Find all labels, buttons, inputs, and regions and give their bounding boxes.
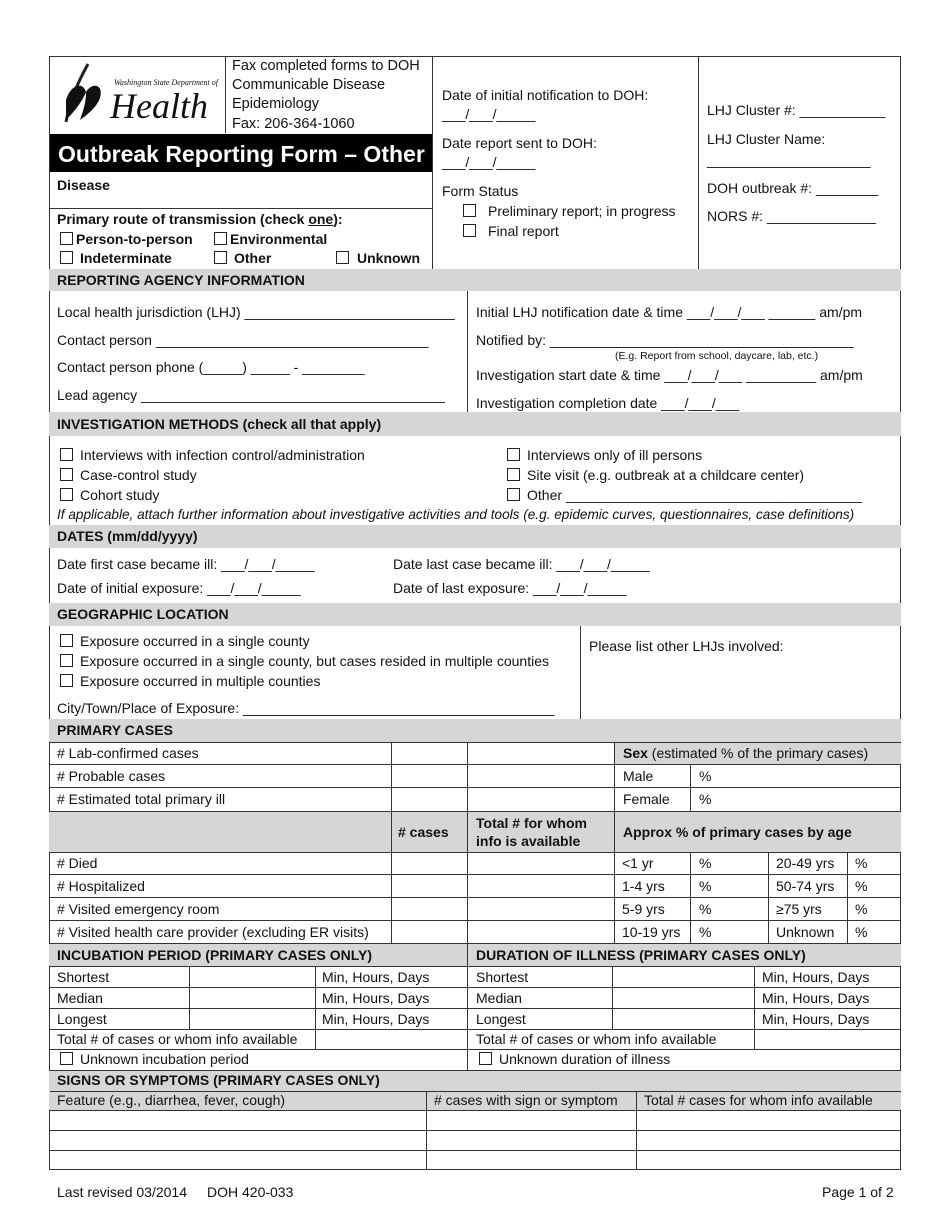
age-1-4-pct[interactable]: % [699, 878, 712, 894]
age-10-19-label: 10-19 yrs [622, 924, 681, 940]
age-under1-pct[interactable]: % [699, 855, 712, 871]
method-case-control-label: Case-control study [80, 467, 197, 483]
duration-total-label: Total # of cases or whom info available [476, 1031, 717, 1047]
incubation-total-label: Total # of cases or whom info available [57, 1031, 298, 1047]
route-label: Primary route of transmission (check one): [57, 211, 343, 227]
footer-form-number: DOH 420-033 [207, 1184, 294, 1200]
lhj-field[interactable]: Local health jurisdiction (LHJ) ___________________________ [57, 304, 455, 320]
age-50-74-label: 50-74 yrs [776, 878, 835, 894]
investigation-note: If applicable, attach further information about investigative activities and tools (e.g. epidemic curves, questionnaires, case definitions) [57, 507, 855, 522]
preliminary-checkbox[interactable] [463, 204, 476, 217]
cases-column-header: # cases [398, 824, 449, 840]
investigation-completion-field[interactable]: Investigation completion date ___/___/___ [476, 395, 740, 411]
duration-median-label: Median [476, 990, 522, 1006]
geo-single-county-label: Exposure occurred in a single county [80, 633, 310, 649]
age-10-19-pct[interactable]: % [699, 924, 712, 940]
preliminary-label: Preliminary report; in progress [488, 203, 676, 219]
signs-cases-header: # cases with sign or symptom [434, 1092, 618, 1108]
incubation-median-label: Median [57, 990, 103, 1006]
incubation-shortest-units: Min, Hours, Days [322, 969, 430, 985]
logo-health-text: Health [110, 86, 208, 126]
provider-visit-label: # Visited health care provider (excluding ER visits) [57, 924, 369, 940]
primary-cases-header [49, 719, 901, 742]
age-1-4-label: 1-4 yrs [622, 878, 665, 894]
unknown-incubation-checkbox[interactable] [60, 1052, 73, 1065]
initial-exposure-field[interactable]: Date of initial exposure: ___/___/_____ [57, 580, 301, 596]
male-pct[interactable]: % [699, 768, 712, 784]
contact-person-field[interactable]: Contact person ___________________________________ [57, 332, 429, 348]
age-under1-label: <1 yr [622, 855, 654, 871]
initial-notification-label: Date of initial notification to DOH: [442, 87, 649, 103]
logo-mark-icon [60, 62, 116, 126]
lhj-cluster-name-blank[interactable]: _____________________ [707, 152, 871, 168]
method-other-checkbox[interactable] [507, 488, 520, 501]
initial-notification-blank[interactable]: ___/___/_____ [442, 106, 536, 122]
nors-number[interactable]: NORS #: ______________ [707, 208, 876, 224]
age-20-49-label: 20-49 yrs [776, 855, 835, 871]
incubation-longest-label: Longest [57, 1011, 107, 1027]
lhj-cluster-name-label: LHJ Cluster Name: [707, 131, 826, 147]
logo-agency-text: Washington State Department of [114, 78, 218, 87]
estimated-total-label: # Estimated total primary ill [57, 791, 226, 807]
age-5-9-pct[interactable]: % [699, 901, 712, 917]
lab-confirmed-label: # Lab-confirmed cases [57, 745, 199, 761]
disease-label: Disease [57, 177, 110, 193]
first-ill-field[interactable]: Date first case became ill: ___/___/_____ [57, 556, 315, 572]
fax-line-1: Fax completed forms to DOH [232, 58, 420, 74]
geo-single-multiple-label: Exposure occurred in a single county, but cases resided in multiple counties [80, 653, 549, 669]
reporting-agency-heading: REPORTING AGENCY INFORMATION [57, 272, 305, 288]
incubation-shortest-label: Shortest [57, 969, 110, 985]
fax-line-2: Communicable Disease [232, 77, 386, 93]
lead-agency-field[interactable]: Lead agency _______________________________________ [57, 387, 445, 403]
duration-longest-units: Min, Hours, Days [762, 1011, 870, 1027]
method-interviews-ill-label: Interviews only of ill persons [527, 447, 703, 463]
footer-page: Page 1 of 2 [822, 1184, 894, 1200]
route-other-label: Other [234, 250, 272, 266]
report-sent-blank[interactable]: ___/___/_____ [442, 154, 536, 170]
duration-shortest-units: Min, Hours, Days [762, 969, 870, 985]
died-label: # Died [57, 855, 98, 871]
route-unknown-label: Unknown [357, 250, 420, 266]
fax-number: Fax: 206-364-1060 [232, 116, 355, 132]
er-visit-label: # Visited emergency room [57, 901, 220, 917]
notified-by-hint: (E.g. Report from school, daycare, lab, etc.) [615, 350, 819, 362]
hospitalized-label: # Hospitalized [57, 878, 145, 894]
method-interviews-infection-checkbox[interactable] [60, 448, 73, 461]
duration-longest-label: Longest [476, 1011, 526, 1027]
notified-by-field[interactable]: Notified by: _______________________________________ [476, 332, 854, 348]
incubation-heading: INCUBATION PERIOD (PRIMARY CASES ONLY) [57, 947, 373, 963]
last-ill-field[interactable]: Date last case became ill: ___/___/_____ [393, 556, 650, 572]
age-5-9-label: 5-9 yrs [622, 901, 665, 917]
incubation-longest-units: Min, Hours, Days [322, 1011, 430, 1027]
dates-heading: DATES (mm/dd/yyyy) [57, 528, 198, 544]
unknown-duration-checkbox[interactable] [479, 1052, 492, 1065]
age-unknown-label: Unknown [776, 924, 835, 940]
primary-cases-heading: PRIMARY CASES [57, 722, 173, 738]
route-environmental-label: Environmental [230, 231, 328, 247]
route-indeterminate-checkbox[interactable] [60, 251, 73, 264]
route-person-label: Person-to-person [76, 231, 193, 247]
unknown-incubation-label: Unknown incubation period [80, 1051, 249, 1067]
geo-single-county-checkbox[interactable] [60, 634, 73, 647]
age-unknown-pct[interactable]: % [855, 924, 868, 940]
footer-revised: Last revised 03/2014 [57, 1184, 187, 1200]
female-pct[interactable]: % [699, 791, 712, 807]
age-column-header: Approx % of primary cases by age [623, 824, 852, 840]
route-person-checkbox[interactable] [60, 232, 73, 245]
age-20-49-pct[interactable]: % [855, 855, 868, 871]
last-exposure-field[interactable]: Date of last exposure: ___/___/_____ [393, 580, 627, 596]
final-report-checkbox[interactable] [463, 224, 476, 237]
male-label: Male [623, 768, 654, 784]
route-indeterminate-label: Indeterminate [80, 250, 172, 266]
fax-line-3: Epidemiology [232, 96, 320, 112]
route-unknown-checkbox[interactable] [336, 251, 349, 264]
initial-lhj-notification-field[interactable]: Initial LHJ notification date & time ___/___/___ ______ am/pm [476, 304, 863, 320]
age-75plus-pct[interactable]: % [855, 901, 868, 917]
signs-feature-header: Feature (e.g., diarrhea, fever, cough) [57, 1092, 286, 1108]
method-cohort-label: Cohort study [80, 487, 160, 503]
total-column-header-2: info is available [476, 833, 581, 849]
incubation-median-units: Min, Hours, Days [322, 990, 430, 1006]
method-site-visit-label: Site visit (e.g. outbreak at a childcare center) [527, 467, 805, 483]
investigation-start-field[interactable]: Investigation start date & time ___/___/___ _________ am/pm [476, 367, 863, 383]
unknown-duration-label: Unknown duration of illness [499, 1051, 671, 1067]
method-interviews-ill-checkbox[interactable] [507, 448, 520, 461]
method-other-label[interactable]: Other ______________________________________ [527, 487, 862, 503]
other-lhjs-label: Please list other LHJs involved: [589, 638, 784, 654]
final-report-label: Final report [488, 223, 559, 239]
signs-heading: SIGNS OR SYMPTOMS (PRIMARY CASES ONLY) [57, 1072, 380, 1088]
signs-total-header: Total # cases for whom info available [644, 1092, 873, 1108]
geo-multiple-checkbox[interactable] [60, 674, 73, 687]
method-cohort-checkbox[interactable] [60, 488, 73, 501]
geo-single-multiple-checkbox[interactable] [60, 654, 73, 667]
sex-header: Sex (estimated % of the primary cases) [623, 745, 869, 761]
age-75plus-label: ≥75 yrs [776, 901, 822, 917]
duration-shortest-label: Shortest [476, 969, 529, 985]
doh-outbreak-number[interactable]: DOH outbreak #: ________ [707, 180, 879, 196]
lhj-cluster-number[interactable]: LHJ Cluster #: ___________ [707, 102, 886, 118]
probable-label: # Probable cases [57, 768, 166, 784]
method-interviews-infection-label: Interviews with infection control/administration [80, 447, 365, 463]
method-case-control-checkbox[interactable] [60, 468, 73, 481]
geo-multiple-label: Exposure occurred in multiple counties [80, 673, 321, 689]
doh-logo [60, 62, 220, 128]
report-sent-label: Date report sent to DOH: [442, 135, 597, 151]
form-status-label: Form Status [442, 183, 519, 199]
geo-heading: GEOGRAPHIC LOCATION [57, 606, 229, 622]
exposure-place-field[interactable]: City/Town/Place of Exposure: ________________________________________ [57, 700, 555, 716]
route-other-checkbox[interactable] [214, 251, 227, 264]
total-column-header-1: Total # for whom [476, 815, 587, 831]
method-site-visit-checkbox[interactable] [507, 468, 520, 481]
investigation-methods-heading: INVESTIGATION METHODS (check all that apply) [57, 416, 382, 432]
age-50-74-pct[interactable]: % [855, 878, 868, 894]
duration-heading: DURATION OF ILLNESS (PRIMARY CASES ONLY) [476, 947, 806, 963]
route-environmental-checkbox[interactable] [214, 232, 227, 245]
form-title: Outbreak Reporting Form – Other [58, 141, 425, 167]
female-label: Female [623, 791, 670, 807]
contact-phone-field[interactable]: Contact person phone (_____) _____ - ________ [57, 359, 365, 375]
duration-median-units: Min, Hours, Days [762, 990, 870, 1006]
